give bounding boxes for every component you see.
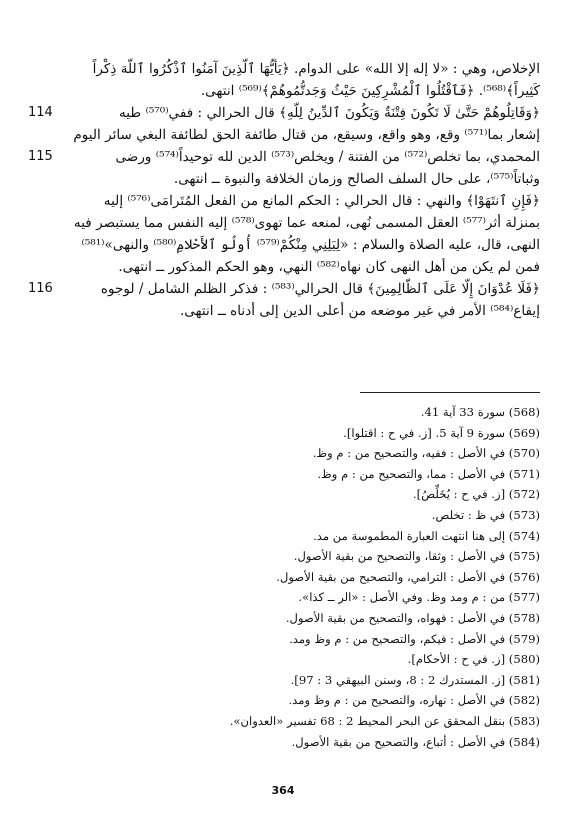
text-line [28, 146, 540, 168]
footnote: (575) في الأصل : وثقا، والتصحيح من بقية الأصول. [293, 549, 540, 564]
footnote: (578) في الأصل : فهواه، والتصحيح من بقية الأصول. [285, 610, 540, 625]
line-text: المحمدي، بما تخلص⁽⁵⁷²⁾ من الفتنة / ويخلص⁽⁵⁷³⁾ الدين لله توحيداً⁽⁵⁷⁴⁾ ورضى [115, 149, 540, 165]
line-text: كَثِيراً﴾⁽⁵⁶⁸⁾. ﴿فَٱقْتُلُوا ٱلْمُشْرِكِينَ حَيْثُ وَجَدتُّمُوهُمْ﴾⁽⁵⁶⁹⁾ انتهى. [200, 83, 540, 99]
text-line [28, 102, 540, 124]
text-line [28, 80, 540, 102]
line-text: النهى، قال، عليه الصلاة والسلام : «لِيَلِنِي مِنْكُمْ⁽⁵⁷⁹⁾ أُولُو ٱلأَحْلامِ⁽⁵⁸⁰⁾ والنهى»⁽⁵⁸¹⁾ [81, 237, 540, 253]
footnote: (568) سورة 33 آية 41. [420, 405, 540, 419]
footnote: (569) سورة 9 آية 5. [ز. في ح : اقتلوا]. [343, 425, 540, 440]
line-text: وثباتاً⁽⁵⁷⁵⁾، على حال السلف الصالح وزمان الخلافة والنبوة ــ انتهى. [173, 171, 540, 187]
line-text: إيقاع⁽⁵⁸⁴⁾ الأمر في غير موضعه من أعلى الدين إلى أدناه ــ انتهى. [179, 303, 540, 319]
footnote: (581) [ز. المستدرك 2 : 8، وسنن البيهقي 3 : 97]. [290, 672, 540, 687]
line-text: بمنزلة أثر⁽⁵⁷⁷⁾ العقل المسمى نُهى، لمنعه عما تهوى⁽⁵⁷⁸⁾ إليه النفس مما يستبصر فيه [73, 215, 540, 231]
line-text: الإخلاص، وهي : «لا إله إلا الله» على الدوام. ﴿يَأَيُّهَا ٱلَّذِينَ آمَنُوا ٱذْكُرُوا ٱللَّهَ ذِكْراً [92, 61, 540, 77]
page-number: 364 [271, 784, 295, 797]
text-line [28, 190, 540, 212]
line-text: فمن لم يكن من أهل النهى كان نهاه⁽⁵⁸²⁾ النهي، وهو الحكم المذكور ــ انتهى. [118, 259, 540, 275]
text-line [28, 234, 540, 256]
footnote: (574) إلى هنا انتهت العبارة المطموسة من مد. [313, 528, 540, 543]
verse-number: 116 [28, 281, 53, 296]
footnote: (572) [ز. في ح : يُخَلِّصُ]. [413, 487, 540, 502]
text-line [28, 124, 540, 146]
footnote: (580) [ز. في ح : الأحكام]. [407, 652, 540, 667]
verse-number: 115 [28, 149, 53, 164]
footnote: (576) في الأصل : الترامي، والتصحيح من بقية الأصول. [276, 569, 540, 584]
line-text: إشعار بما⁽⁵⁷¹⁾ وقع، وهو واقع، وسيقع، من قتال طائفة الحق لطائفة البغي سائر اليوم [73, 127, 540, 143]
text-line [28, 256, 540, 278]
text-line [28, 58, 540, 80]
footnote: (584) في الأصل : أتباع، والتصحيح من بقية الأصول. [291, 734, 540, 749]
main-text [28, 58, 540, 322]
footnote: (582) في الأصل : نهاره، والتصحيح من : م وظ ومد. [288, 693, 540, 708]
footnote: (579) في الأصل : فيكم، والتصحيح من : م وظ ومد. [289, 631, 540, 646]
footnote: (583) بنقل المحقق عن البحر المحيط 2 : 68 تفسير «العدوان». [229, 713, 540, 728]
footnote: (570) في الأصل : ففيه، والتصحيح من : م وظ. [312, 446, 540, 461]
text-line [28, 278, 540, 300]
footnote: (571) في الأصل : مما، والتصحيح من : م وظ. [317, 466, 540, 481]
line-text: ﴿وَقَاتِلُوهُمْ حَتَّىٰ لَا تَكُونَ فِتْنَةٌ وَيَكُونَ ٱلدِّينُ لِلَّهِ﴾ قال الحرالي : ففي⁽⁵⁷⁰⁾ طيه [118, 105, 540, 121]
line-text: ﴿فَلَا عُدْوَانَ إِلَّا عَلَى ٱلظَّالِمِينَ﴾ قال الحرالي⁽⁵⁸³⁾ : فذكر الظلم الشامل / لوجوه [100, 281, 540, 297]
footnote: (577) من : م ومد وظ. وفي الأصل : «الر ــ كذا». [298, 590, 540, 605]
text-line [28, 212, 540, 234]
line-text: ﴿فَإِنِ ٱنتَهَوْا﴾ والنهي : قال الحرالي : الحكم المانع من الفعل المُتَرامَى⁽⁵⁷⁶⁾ إليه [103, 193, 540, 209]
verse-number: 114 [28, 105, 53, 120]
text-line [28, 168, 540, 190]
footnotes [28, 402, 540, 752]
footnote-separator [360, 392, 540, 393]
text-line [28, 300, 540, 322]
footnote: (573) في ظ : تخلص. [431, 507, 540, 522]
